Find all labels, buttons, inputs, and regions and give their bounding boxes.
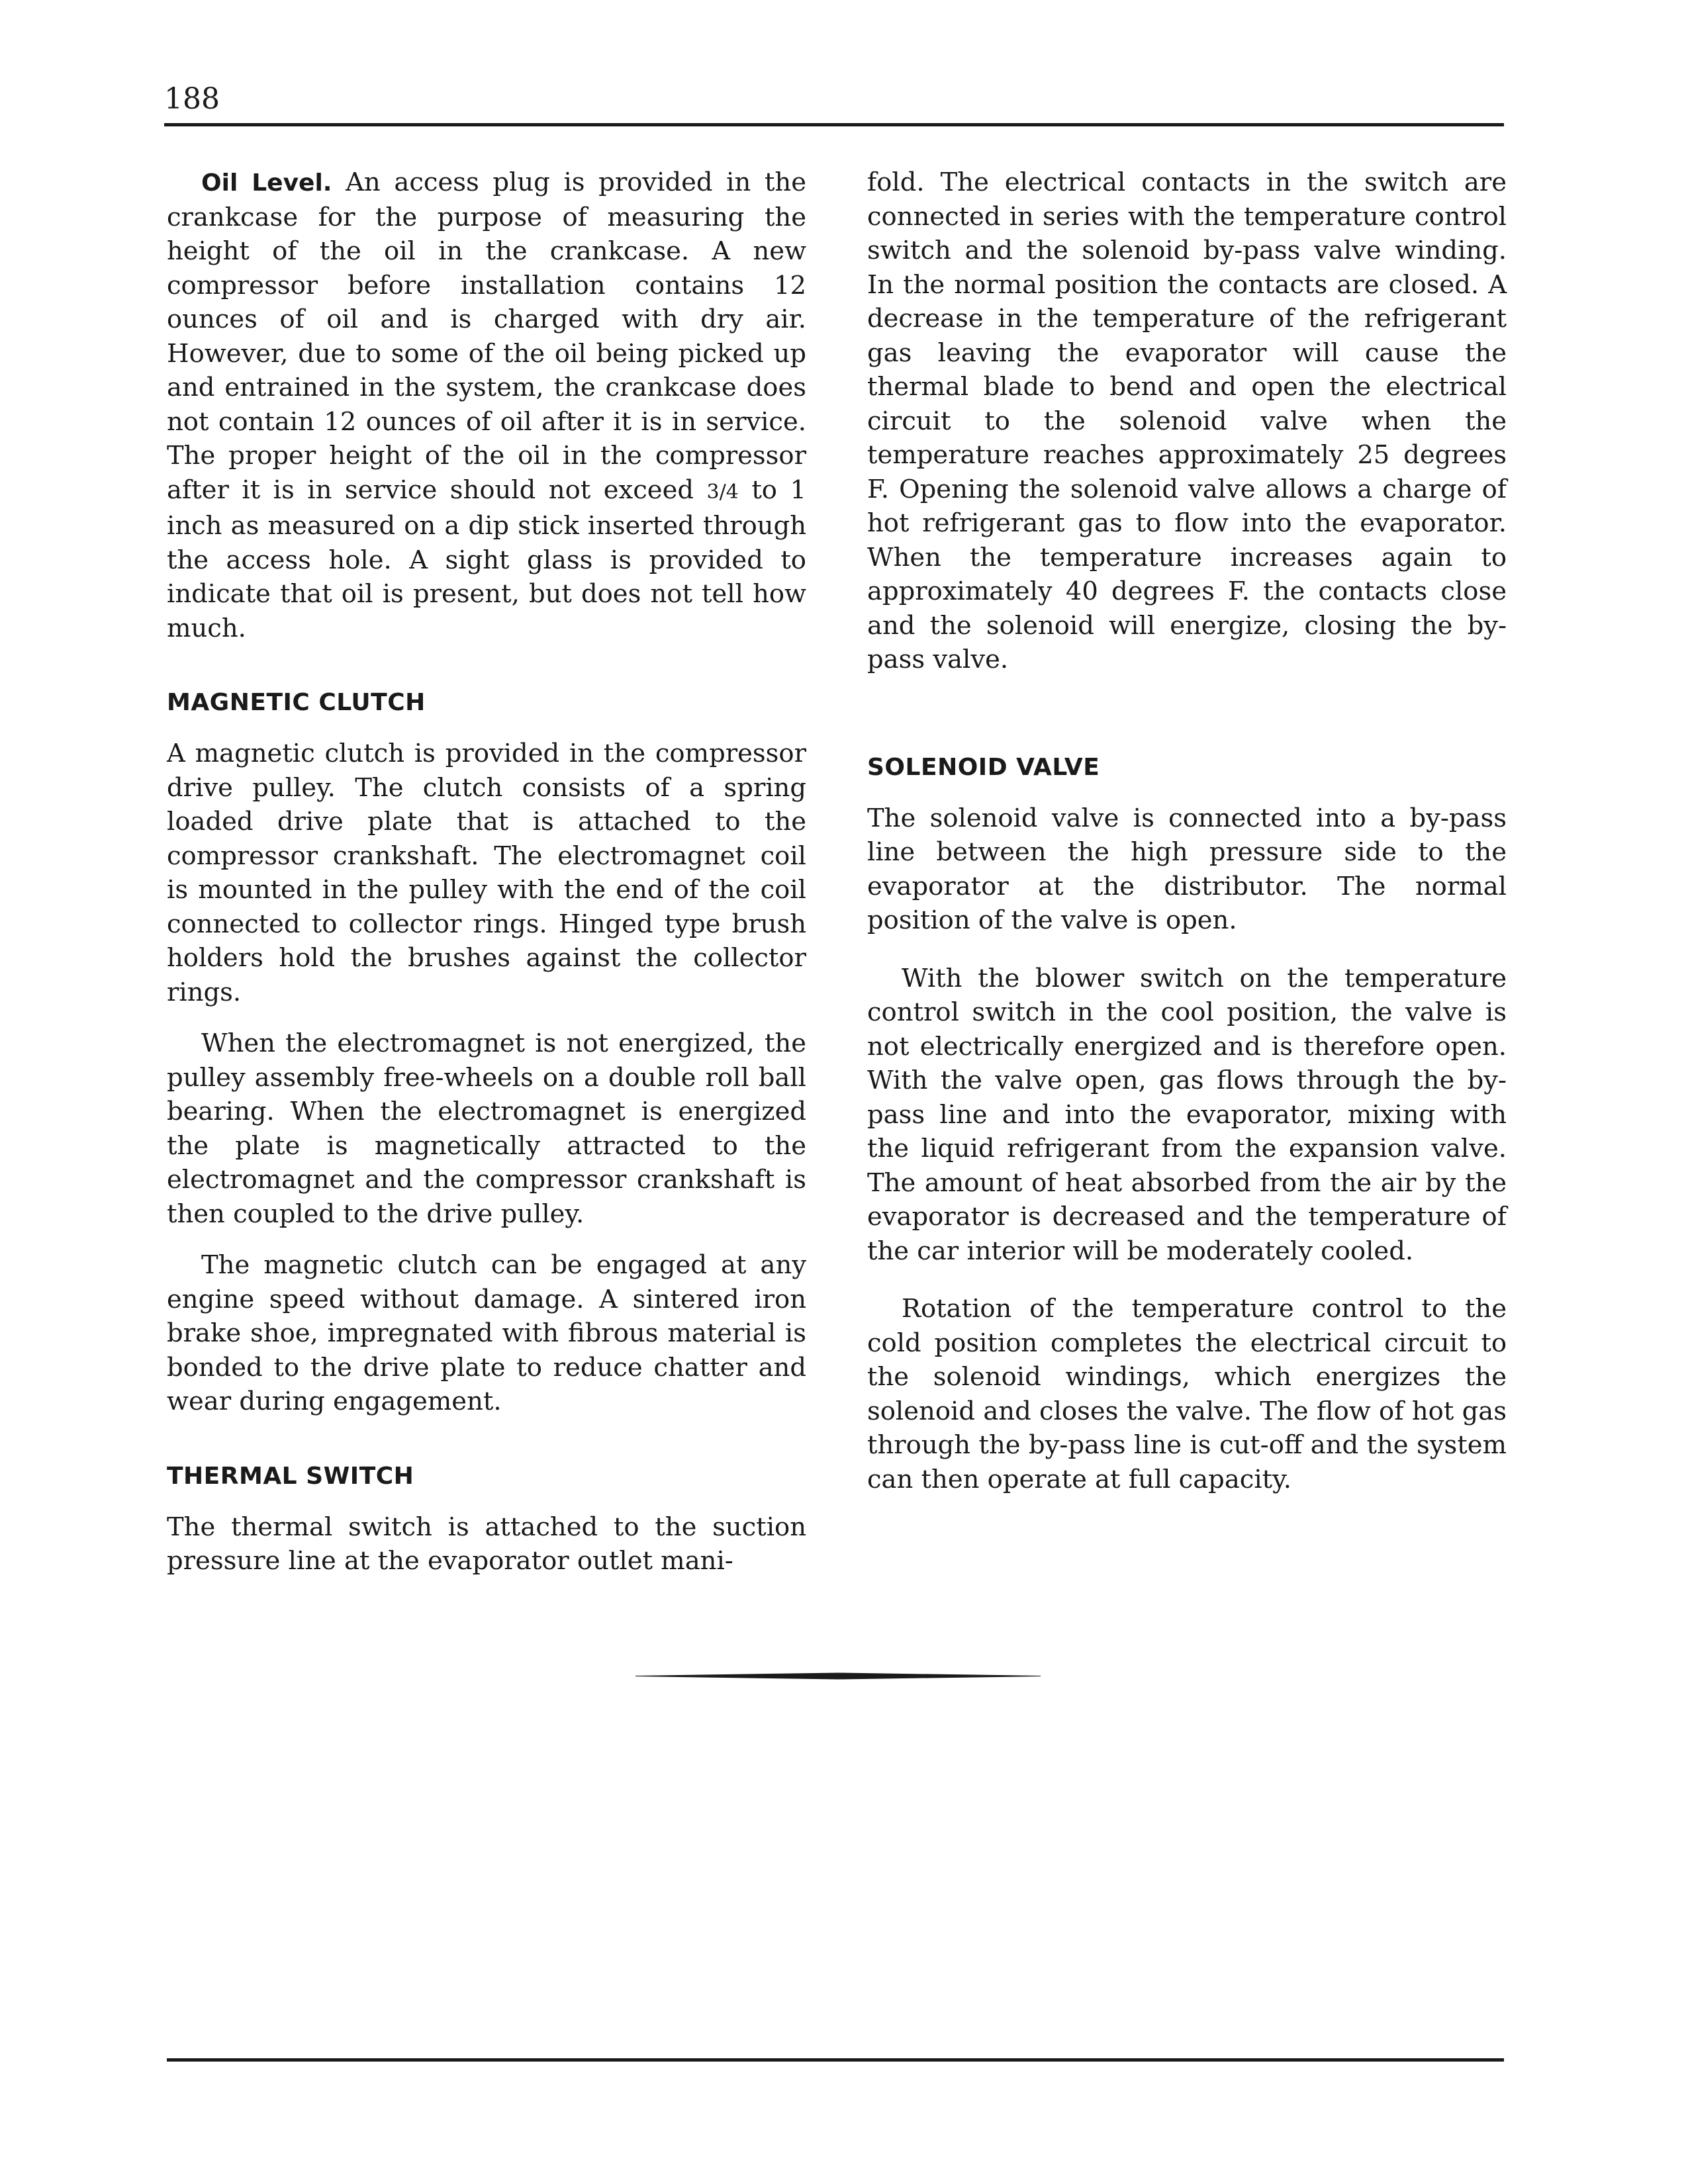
- oil-level-text-1: An access plug is provided in the crankcase for the purpose of measuring the height of the oil in the crankcase. A new compressor before installation contains 12 ounces of oil and is charged with dry air. However, due to some of the oil being picked up and entrained in the system, the crankcase does not contain 12 ounces of oil after it is in service. The proper height of the oil in the compressor after it is in service should not exceed: [167, 167, 806, 505]
- oil-level-run-in-heading: Oil Level.: [201, 169, 332, 197]
- magnetic-clutch-heading: MAGNETIC CLUTCH: [167, 689, 426, 716]
- left-column: [167, 165, 806, 1578]
- footer-rule: [167, 2058, 1504, 2062]
- solenoid-valve-paragraph-1: The solenoid valve is connected into a by-pass line between the high pressure side to the evaporator at the distributor. The normal position of the valve is open.: [867, 803, 1507, 935]
- thermal-switch-heading: THERMAL SWITCH: [167, 1462, 414, 1490]
- magnetic-clutch-paragraph-1: A magnetic clutch is provided in the compressor drive pulley. The clutch consists of a spring loaded drive plate that is attached to the compressor crankshaft. The electromagnet coil is mounted in the pulley with the end of the coil connected to collector rings. Hinged type brush holders hold the brushes against the collector rings.: [167, 739, 806, 1007]
- magnetic-clutch-paragraph-2: When the electromagnet is not energized, the pulley assembly free-wheels on a double roll ball bearing. When the electromagnet is energized the plate is magnetically attracted to the electromagnet and the compressor crankshaft is then coupled to the drive pulley.: [167, 1028, 806, 1229]
- oil-level-text-2: to 1 inch as measured on a dip stick inserted through the access hole. A sight glass is provided to indicate that oil is present, but does not tell how much.: [167, 475, 806, 643]
- fraction-three-quarters: 3/4: [706, 480, 739, 504]
- thermal-switch-paragraph: The thermal switch is attached to the suction pressure line at the evaporator outlet mani-: [167, 1512, 806, 1576]
- solenoid-valve-paragraph-2: With the blower switch on the temperature control switch in the cool position, the valve is not electrically energized and is therefore open. With the valve open, gas flows through the by-pass line and into the evaporator, mixing with the liquid refrigerant from the expansion valve. The amount of heat absorbed from the air by the evaporator is decreased and the temperature of the car interior will be moderately cooled.: [867, 963, 1507, 1266]
- right-column: [867, 165, 1507, 1496]
- section-end-rule: [635, 1672, 1041, 1680]
- oil-level-paragraph: [167, 165, 806, 645]
- header-rule: [164, 123, 1504, 126]
- solenoid-valve-paragraph-3: Rotation of the temperature control to the cold position completes the electrical circuit to the solenoid windings, which energizes the solenoid and closes the valve. The flow of hot gas through the by-pass line is cut-off and the system can then operate at full capacity.: [867, 1294, 1507, 1494]
- magnetic-clutch-paragraph-3: The magnetic clutch can be engaged at any engine speed without damage. A sintered iron brake shoe, impregnated with fibrous material is bonded to the drive plate to reduce chatter and wear during engagement.: [167, 1250, 806, 1416]
- page-number: 188: [164, 82, 220, 116]
- solenoid-valve-heading: SOLENOID VALVE: [867, 753, 1100, 781]
- thermal-switch-continuation: fold. The electrical contacts in the switch are connected in series with the temperature control switch and the solenoid by-pass valve winding. In the normal position the contacts are closed. A decrease in the temperature of the refrigerant gas leaving the evaporator will cause the thermal blade to bend and open the electrical circuit to the solenoid valve when the temperature reaches approximately 25 degrees F. Opening the solenoid valve allows a charge of hot refrigerant gas to flow into the evaporator. When the temperature increases again to approximately 40 degrees F. the contacts close and the solenoid will energize, closing the by-pass valve.: [867, 167, 1507, 674]
